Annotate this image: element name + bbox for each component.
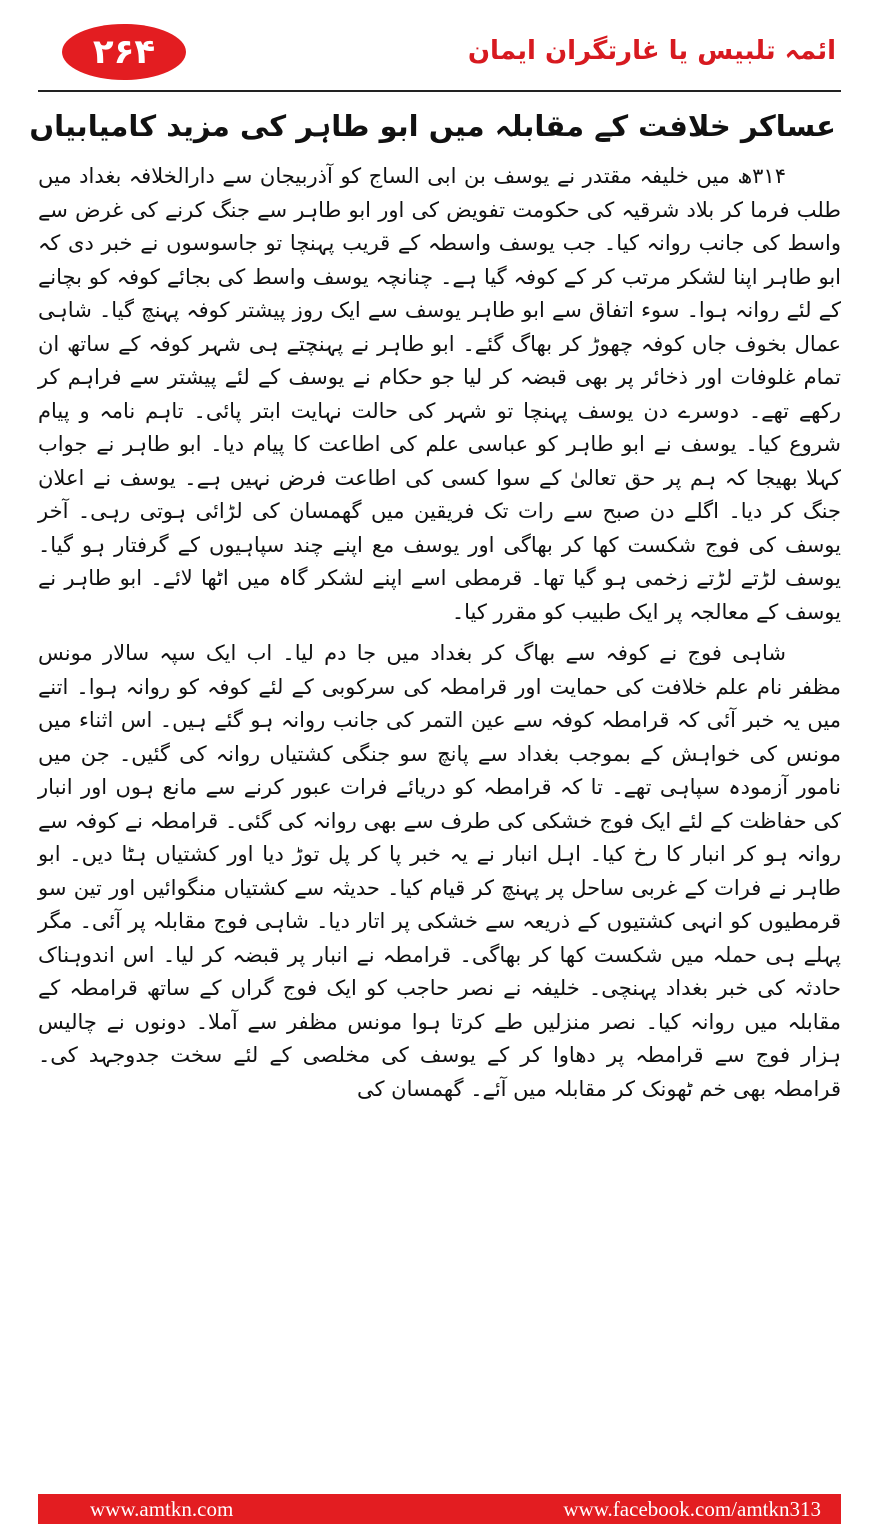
book-title: ائمہ تلبیس یا غارتگران ایمان <box>467 36 836 66</box>
facebook-link[interactable]: www.facebook.com/amtkn313 <box>563 1497 821 1521</box>
page-number-badge: ۲۶۴ <box>62 24 186 80</box>
paragraph: شاہی فوج نے کوفہ سے بھاگ کر بغداد میں جا دم لیا۔ اب ایک سپہ سالار مونس مظفر نام علم خلافت کی حمایت اور قرامطہ کی سرکوبی کے لئے کوفہ کو روانہ ہوا۔ اتنے میں یہ خبر آئی کہ قرامطہ کوفہ سے عین التمر کی جانب روانہ ہو گئے ہیں۔ اس اثناء میں مونس کی خواہش کے بموجب بغداد سے پانچ سو جنگی کشتیاں روانہ کی گئیں۔ جن میں نامور آزمودہ سپاہی تھے۔ تا کہ قرامطہ کو دریائے فرات عبور کرنے سے مانع ہوں اور انبار کی حفاظت کے لئے ایک فوج خشکی کی طرف سے بھی روانہ کی گئی۔ قرامطہ نے کوفہ سے روانہ ہو کر انبار کا رخ کیا۔ اہل انبار نے یہ خبر پا کر پل توڑ دیا اور کشتیاں ہٹا دیں۔ ابو طاہر نے فرات کے غربی ساحل پر پہنچ کر قیام کیا۔ حدیثہ سے کشتیاں منگوائیں اور تین سو قرمطیوں کو انہی کشتیوں کے ذریعہ سے خشکی پر اتار دیا۔ شاہی فوج مقابلہ پر آئی۔ مگر پہلے ہی حملہ میں شکست کھا کر بھاگی۔ قرامطہ نے انبار پر قبضہ کر لیا۔ اس اندوہناک حادثہ کی خبر بغداد پہنچی۔ خلیفہ نے نصر حاجب کو ایک فوج گراں کے ساتھ قرامطہ کے مقابلہ میں روانہ کیا۔ نصر منزلیں طے کرتا ہوا مونس مظفر سے آملا۔ دونوں نے چالیس ہزار فوج سے قرامطہ پر دھاوا کر کے یوسف کی مخلصی کے لئے سخت جدوجہد کی۔ قرامطہ بھی خم ٹھونک کر مقابلہ میں آئے۔ گھمسان کی <box>38 641 841 1101</box>
paragraph: ۳۱۴ھ میں خلیفہ مقتدر نے یوسف بن ابی الساج کو آذربیجان سے دارالخلافہ بغداد میں طلب فرما کر بلاد شرقیہ کی حکومت تفویض کی اور ابو طاہر سے جنگ کرنے کی غرض سے واسط کی جانب روانہ کیا۔ جب یوسف واسطہ کے قریب پہنچا تو جاسوسوں نے خبر دی کہ ابو طاہر اپنا لشکر مرتب کر کے کوفہ گیا ہے۔ چنانچہ یوسف واسط کی بجائے کوفہ کو بچانے کے لئے روانہ ہوا۔ سوء اتفاق سے ابو طاہر یوسف سے ایک روز پیشتر کوفہ پہنچ گیا۔ شاہی عمال بخوف جاں کوفہ چھوڑ کر بھاگ گئے۔ ابو طاہر نے پہنچتے ہی شہر کوفہ کے ساتھ ان تمام غلوفات اور ذخائر پر بھی قبضہ کر لیا جو حکام نے یوسف کے لئے پیشتر سے فراہم کر رکھے تھے۔ دوسرے دن یوسف پہنچا تو شہر کی حالت نہایت ابتر پائی۔ تاہم نامہ و پیام شروع کیا۔ یوسف نے ابو طاہر کو عباسی علم کی اطاعت کا پیام دیا۔ ابو طاہر نے جواب کہلا بھیجا کہ ہم پر حق تعالیٰ کے سوا کسی کی اطاعت فرض نہیں ہے۔ یوسف نے اعلان جنگ کر دیا۔ اگلے دن صبح سے رات تک فریقین میں گھمسان کی لڑائی ہوتی رہی۔ آخر یوسف کی فوج شکست کھا کر بھاگی اور یوسف مع اپنے چند سپاہیوں کے گرفتار ہو گیا۔ یوسف لڑتے لڑتے زخمی ہو گیا تھا۔ قرمطی اسے اپنے لشکر گاہ میں اٹھا لائے۔ ابو طاہر نے یوسف کے معالجہ پر ایک طبیب کو مقرر کیا۔ <box>38 164 841 624</box>
section-heading: عساکر خلافت کے مقابلہ میں ابو طاہر کی مزید کامیابیاں <box>29 109 836 143</box>
footer-bar <box>38 1494 841 1524</box>
website-link[interactable]: www.amtkn.com <box>90 1497 234 1521</box>
header-divider <box>38 90 841 92</box>
article-body <box>38 160 841 1106</box>
